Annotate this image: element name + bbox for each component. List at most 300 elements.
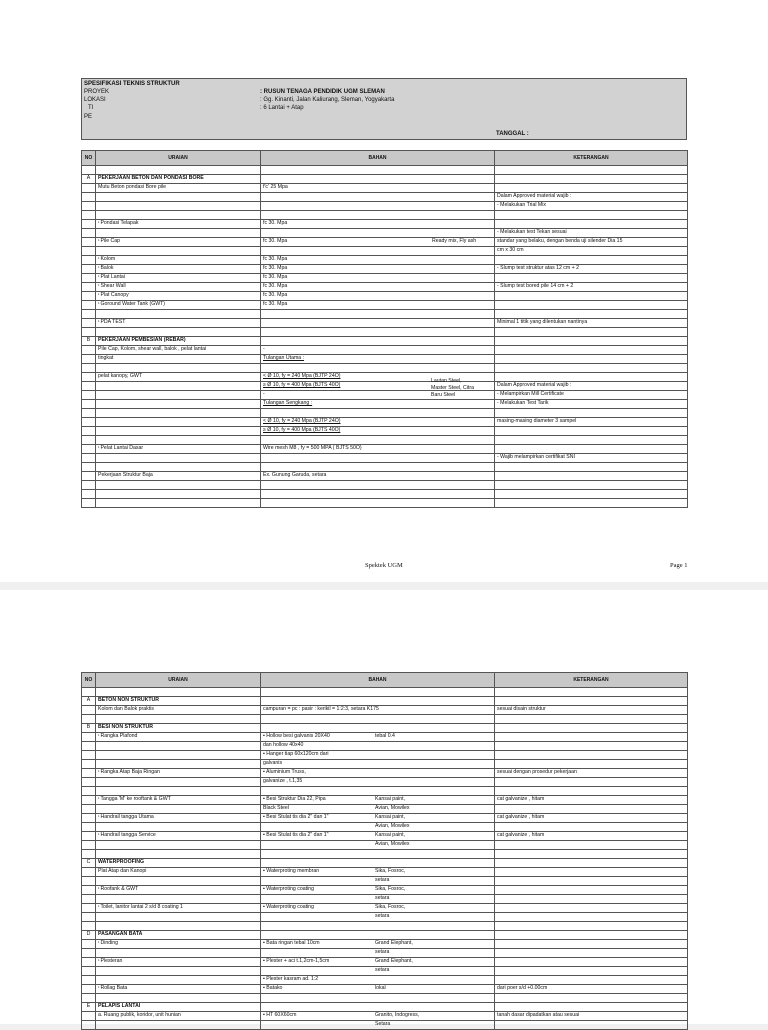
keterangan-cell-text: - Melampirkan Mill Certificate: [497, 391, 564, 397]
bahan-cell: [261, 490, 495, 499]
section-title-text: BESI NON STRUKTUR: [98, 724, 154, 730]
bahan-text: -: [263, 391, 265, 397]
keterangan-cell: [495, 814, 688, 823]
row-no: [82, 895, 96, 904]
uraian-cell: [96, 211, 261, 220]
table-row: [82, 769, 688, 778]
keterangan-cell-text: cat galvanize , hitam: [497, 832, 545, 838]
bahan-text: ▪ Waterproting membran: [263, 868, 375, 874]
bahan-text: < Ø 10, fy = 240 Mpa (BJTP 24O): [263, 373, 341, 379]
uraian-cell: [96, 319, 261, 328]
table-row: [82, 346, 688, 355]
bahan-text: ▪ HT 60X60cm: [263, 1012, 375, 1018]
keterangan-cell-text: - Slump test struktur atas 12 cm + 2: [497, 265, 580, 271]
row-no: [82, 310, 96, 319]
section-title: [96, 1003, 261, 1012]
bahan-cell: [261, 778, 495, 787]
col-header-bahan: BAHAN: [261, 151, 495, 166]
row-no: [82, 301, 96, 310]
section-title-text: PEKERJAAN BETON DAN PONDASI BORE: [98, 175, 204, 181]
uraian-cell: [96, 904, 261, 913]
uraian-cell: [96, 400, 261, 409]
row-no: [82, 904, 96, 913]
uraian-cell-text: a. Ruang publik, koridor, unit hunian: [98, 1012, 181, 1018]
header-label-pe: PE: [84, 114, 93, 120]
non-structure-spec-table: [81, 672, 688, 1030]
row-no: [82, 706, 96, 715]
uraian-cell: [96, 841, 261, 850]
table-row: [82, 742, 688, 751]
brand-text: lokal: [375, 985, 386, 991]
bahan-text: galvanis: [263, 760, 283, 766]
uraian-cell: [96, 364, 261, 373]
uraian-cell: [96, 805, 261, 814]
uraian-cell: [96, 499, 261, 508]
table-row: [82, 958, 688, 967]
table-row: [82, 886, 688, 895]
uraian-cell-text: ¹ PDA TEST: [98, 319, 125, 325]
keterangan-cell: [495, 877, 688, 886]
table-row: [82, 265, 688, 274]
bahan-text: ▪ Plester + aci t.1,2cm-1,5cm: [263, 958, 375, 964]
bahan-cell: [261, 229, 495, 238]
col-header-no: NO: [82, 151, 96, 166]
table-row: [82, 490, 688, 499]
keterangan-cell: [495, 742, 688, 751]
bahan-cell: [261, 400, 495, 409]
uraian-cell: [96, 886, 261, 895]
brand-text: setara: [375, 913, 390, 919]
uraian-cell-text: ¹ Plat Canopy: [98, 292, 129, 298]
table-row: [82, 967, 688, 976]
keterangan-cell: [495, 1003, 688, 1012]
table-row: [82, 238, 688, 247]
keterangan-cell-text: Dalam Approved material wajib :: [497, 193, 572, 199]
row-no: [82, 211, 96, 220]
keterangan-cell: [495, 202, 688, 211]
uraian-cell-text: ¹ Roofank & GWT: [98, 886, 138, 892]
keterangan-cell: [495, 355, 688, 364]
header-value-lokasi: : Gg. Kinanti, Jalan Kaliurang, Sleman, Yogyakarta: [260, 97, 395, 103]
keterangan-cell: [495, 436, 688, 445]
uraian-cell: [96, 463, 261, 472]
uraian-cell: [96, 814, 261, 823]
bahan-cell: [261, 247, 495, 256]
keterangan-cell-text: dari poer s/d +0.00cm: [497, 985, 548, 991]
bahan-cell: [261, 337, 495, 346]
bahan-cell: [261, 814, 495, 823]
keterangan-cell-text: cat galvanize , hitam: [497, 814, 545, 820]
section-title-text: BETON NON STRUKTUR: [98, 697, 160, 703]
uraian-cell-text: tingkat: [98, 355, 114, 361]
keterangan-cell: [495, 499, 688, 508]
table-row: [82, 427, 688, 436]
section-title-text: PEKERJAAN PEMBESIAN (REBAR): [98, 337, 186, 343]
bahan-cell: [261, 499, 495, 508]
keterangan-cell: [495, 427, 688, 436]
bahan-text: Tulangan Sengkang :: [263, 400, 313, 406]
table-row: [82, 418, 688, 427]
bahan-cell: [261, 211, 495, 220]
bahan-text: Wire mesh M8 , fy = 500 MPA ( BJTS 50O): [263, 445, 362, 451]
table-row: [82, 778, 688, 787]
bahan-cell: [261, 949, 495, 958]
table-row: [82, 454, 688, 463]
bahan-cell: [261, 319, 495, 328]
keterangan-cell-text: Dalam Approved material wajib :: [497, 382, 572, 388]
uraian-cell-text: Pile Cap, Kolom, shear wall, balok , pelat lantai: [98, 346, 207, 352]
uraian-cell: [96, 922, 261, 931]
table-row: [82, 850, 688, 859]
bahan-cell: [261, 445, 495, 454]
table-row: [82, 301, 688, 310]
bahan-text: ≥ Ø 10, fy = 400 Mpa (BJTS 40O): [263, 382, 341, 388]
uraian-cell: [96, 787, 261, 796]
header-value-ti: : 6 Lantai + Atap: [260, 105, 304, 111]
uraian-cell-text: ¹ Rollag Bata: [98, 985, 127, 991]
uraian-cell: [96, 472, 261, 481]
section-title: [96, 175, 261, 184]
keterangan-cell: [495, 769, 688, 778]
uraian-cell: [96, 238, 261, 247]
keterangan-cell: [495, 1012, 688, 1021]
keterangan-cell: [495, 490, 688, 499]
uraian-cell: [96, 778, 261, 787]
keterangan-cell: [495, 283, 688, 292]
row-no: [82, 373, 96, 382]
uraian-cell: [96, 247, 261, 256]
row-no: [82, 724, 96, 733]
keterangan-cell: [495, 688, 688, 697]
uraian-cell: [96, 391, 261, 400]
brand-text: Grand Elephant,: [375, 940, 413, 946]
bahan-cell: [261, 256, 495, 265]
col-header-keterangan: KETERANGAN: [495, 151, 688, 166]
bahan-cell: [261, 967, 495, 976]
row-no: [82, 445, 96, 454]
keterangan-cell: [495, 175, 688, 184]
keterangan-cell: [495, 778, 688, 787]
section-title: [96, 859, 261, 868]
bahan-text: fc 30. Mpa: [263, 220, 288, 226]
uraian-cell: [96, 292, 261, 301]
table-row: [82, 877, 688, 886]
table-row: [82, 283, 688, 292]
row-no: [82, 292, 96, 301]
bahan-cell: [261, 715, 495, 724]
keterangan-cell: [495, 265, 688, 274]
row-no: [82, 949, 96, 958]
uraian-cell: [96, 733, 261, 742]
bahan-cell: [261, 472, 495, 481]
table-row: [82, 841, 688, 850]
brand-text: Sika, Fosroc,: [375, 904, 406, 910]
table-row: [82, 463, 688, 472]
bahan-cell: [261, 958, 495, 967]
row-no: [82, 697, 96, 706]
keterangan-cell-text: cm x 30 cm: [497, 247, 524, 253]
uraian-cell: [96, 256, 261, 265]
table-row: [82, 859, 688, 868]
uraian-cell-text: ¹ Handrail tangga Utama: [98, 814, 154, 820]
uraian-cell: [96, 166, 261, 175]
bahan-cell: [261, 823, 495, 832]
uraian-cell: [96, 850, 261, 859]
row-no: [82, 364, 96, 373]
bahan-cell: [261, 697, 495, 706]
bahan-cell: [261, 436, 495, 445]
row-no: [82, 220, 96, 229]
row-no: [82, 742, 96, 751]
keterangan-cell: [495, 301, 688, 310]
uraian-cell-text: ¹ Rangka Atap Baja Ringan: [98, 769, 160, 775]
bahan-text: < Ø 10, fy = 240 Mpa (BJTP 24O): [263, 418, 341, 424]
uraian-cell: [96, 1021, 261, 1030]
uraian-cell: [96, 958, 261, 967]
uraian-cell: [96, 418, 261, 427]
bahan-cell: [261, 796, 495, 805]
bahan-text: ▪ Besi Stulat tis dia 2" dan 1": [263, 814, 375, 820]
bahan-cell: [261, 202, 495, 211]
keterangan-cell: [495, 913, 688, 922]
bahan-cell: [261, 1003, 495, 1012]
table-row: [82, 274, 688, 283]
row-no: [82, 166, 96, 175]
uraian-cell-text: ¹ Balok: [98, 265, 113, 271]
row-no: [82, 319, 96, 328]
bahan-text: fc 30. Mpa: [263, 292, 288, 298]
bahan-cell: [261, 193, 495, 202]
table-row: [82, 724, 688, 733]
table-row: [82, 499, 688, 508]
row-no: [82, 769, 96, 778]
bahan-cell: [261, 904, 495, 913]
table-row: [82, 202, 688, 211]
brand-text: Setara: [375, 1021, 391, 1027]
col-header-keterangan: KETERANGAN: [495, 673, 688, 688]
keterangan-cell: [495, 760, 688, 769]
bahan-text: f'c' 25 Mpa: [263, 184, 288, 190]
bahan-cell: [261, 850, 495, 859]
section-title: [96, 931, 261, 940]
row-no: [82, 391, 96, 400]
ready-mix-note: Ready mix, Fly ash: [432, 238, 477, 244]
keterangan-cell: [495, 445, 688, 454]
row-no: [82, 400, 96, 409]
table-row: [82, 166, 688, 175]
keterangan-cell: [495, 454, 688, 463]
uraian-cell: [96, 706, 261, 715]
table-row: [82, 328, 688, 337]
bahan-cell: [261, 994, 495, 1003]
brand-text: Avian, Mowilex: [375, 841, 410, 847]
table-row: [82, 364, 688, 373]
table-row: [82, 940, 688, 949]
brand-text: setara: [375, 949, 390, 955]
bahan-text: ▪ Waterproting coating: [263, 886, 375, 892]
uraian-cell: [96, 409, 261, 418]
row-no: [82, 751, 96, 760]
bahan-cell: [261, 877, 495, 886]
bahan-text: fc 30. Mpa: [263, 238, 288, 244]
bahan-text: galvanize , t.1,35: [263, 778, 303, 784]
table-row: [82, 895, 688, 904]
table-row: [82, 337, 688, 346]
row-no: [82, 796, 96, 805]
row-no: [82, 355, 96, 364]
uraian-cell: [96, 976, 261, 985]
keterangan-cell: [495, 472, 688, 481]
bahan-cell: [261, 220, 495, 229]
bahan-cell: [261, 922, 495, 931]
uraian-cell-text: ¹ Pelat Lantai Dasar: [98, 445, 143, 451]
uraian-cell: [96, 481, 261, 490]
keterangan-cell: [495, 211, 688, 220]
bahan-cell: [261, 274, 495, 283]
bahan-text: Ex. Gunung Garuda, setara: [263, 472, 327, 478]
row-no-text: B: [86, 337, 91, 343]
brand-text: Kansai paint,: [375, 832, 405, 838]
keterangan-cell: [495, 796, 688, 805]
row-no: [82, 382, 96, 391]
bahan-cell: [261, 427, 495, 436]
uraian-cell-text: Kolom dan Balok praktis: [98, 706, 154, 712]
bahan-cell: [261, 301, 495, 310]
keterangan-cell-text: - Slump test bored pile 14 cm + 2: [497, 283, 574, 289]
uraian-cell: [96, 769, 261, 778]
bahan-cell: [261, 418, 495, 427]
bahan-cell: [261, 976, 495, 985]
table-row: [82, 832, 688, 841]
keterangan-cell: [495, 373, 688, 382]
table-row: [82, 787, 688, 796]
bahan-text: ▪ Besi Struktur Dia 22, Pipa: [263, 796, 375, 802]
col-header-uraian: URAIAN: [96, 151, 261, 166]
bahan-cell: [261, 742, 495, 751]
brand-text: setara: [375, 967, 390, 973]
bahan-cell: [261, 409, 495, 418]
uraian-cell: [96, 751, 261, 760]
bahan-cell: [261, 175, 495, 184]
bahan-cell: [261, 787, 495, 796]
bahan-cell: [261, 733, 495, 742]
bahan-text: fc 30. Mpa: [263, 283, 288, 289]
keterangan-cell: [495, 832, 688, 841]
uraian-cell: [96, 184, 261, 193]
uraian-cell: [96, 949, 261, 958]
keterangan-cell-text: - Melakukan Trial Mix: [497, 202, 547, 208]
row-no-text: E: [86, 1003, 91, 1009]
row-no: [82, 940, 96, 949]
uraian-cell: [96, 220, 261, 229]
page-2: [0, 590, 768, 1027]
keterangan-cell: [495, 850, 688, 859]
table-row: [82, 319, 688, 328]
bahan-text: ▪ Batako: [263, 985, 375, 991]
table-row: [82, 355, 688, 364]
keterangan-cell: [495, 328, 688, 337]
uraian-cell-text: ¹ Handrail tangga Service: [98, 832, 156, 838]
keterangan-cell: [495, 193, 688, 202]
table-row: [82, 229, 688, 238]
keterangan-cell: [495, 400, 688, 409]
bahan-cell: [261, 913, 495, 922]
header-label-proyek: PROYEK: [84, 89, 110, 95]
uraian-cell: [96, 373, 261, 382]
bahan-text: fc 30. Mpa: [263, 274, 288, 280]
bahan-cell: [261, 328, 495, 337]
bahan-text: ▪ Hanger tiap 60x120cm dari: [263, 751, 375, 757]
row-no: [82, 499, 96, 508]
keterangan-cell: [495, 1021, 688, 1030]
bahan-cell: [261, 391, 495, 400]
row-no: [82, 841, 96, 850]
uraian-cell: [96, 310, 261, 319]
section-title-text: WATERPROOFING: [98, 859, 145, 865]
keterangan-cell-text: cat galvanize , hitam: [497, 796, 545, 802]
uraian-cell-text: ¹ Plat Lantai: [98, 274, 125, 280]
bahan-text: Tulangan Utama :: [263, 355, 305, 361]
keterangan-cell: [495, 166, 688, 175]
table-row: [82, 931, 688, 940]
row-no: [82, 274, 96, 283]
row-no: [82, 868, 96, 877]
table-row: [82, 292, 688, 301]
bahan-text: campuran = pc : pasir : kerikil = 1:2:3, setara K175: [263, 706, 379, 712]
table-row: [82, 247, 688, 256]
brand-text: tebal 0.4: [375, 733, 395, 739]
uraian-cell: [96, 283, 261, 292]
keterangan-cell: [495, 256, 688, 265]
bahan-cell: [261, 895, 495, 904]
keterangan-cell-text: - Wajib melampirkan certifikat SNI: [497, 454, 575, 460]
bahan-text: ▪ Bata ringan tebal 10cm: [263, 940, 375, 946]
supplier-line-1: Lautan Steel,: [431, 378, 462, 384]
table-row: [82, 796, 688, 805]
row-no: [82, 733, 96, 742]
row-no: [82, 805, 96, 814]
row-no: [82, 922, 96, 931]
row-no: [82, 859, 96, 868]
uraian-cell: [96, 994, 261, 1003]
uraian-cell-text: ¹ Dinding: [98, 940, 118, 946]
row-no: [82, 454, 96, 463]
keterangan-cell-text: masing-masing diameter 3 sampel: [497, 418, 577, 424]
keterangan-cell-text: tanah dasar dipadatkan atau sesuai: [497, 1012, 580, 1018]
uraian-cell: [96, 796, 261, 805]
uraian-cell: [96, 355, 261, 364]
row-no: [82, 814, 96, 823]
table-row: [82, 823, 688, 832]
bahan-cell: [261, 454, 495, 463]
row-no: [82, 418, 96, 427]
uraian-cell: [96, 490, 261, 499]
keterangan-cell: [495, 823, 688, 832]
bahan-cell: [261, 832, 495, 841]
keterangan-cell: [495, 787, 688, 796]
keterangan-cell: [495, 904, 688, 913]
table-row: [82, 1012, 688, 1021]
footer-doc-name: Spektek UGM: [365, 562, 403, 569]
section-title-text: PASANGAN BATA: [98, 931, 143, 937]
table-row: [82, 904, 688, 913]
uraian-cell: [96, 985, 261, 994]
bahan-cell: [261, 940, 495, 949]
keterangan-cell: [495, 418, 688, 427]
brand-text: Sika, Fosroc,: [375, 886, 406, 892]
uraian-cell: [96, 913, 261, 922]
table-row: [82, 733, 688, 742]
